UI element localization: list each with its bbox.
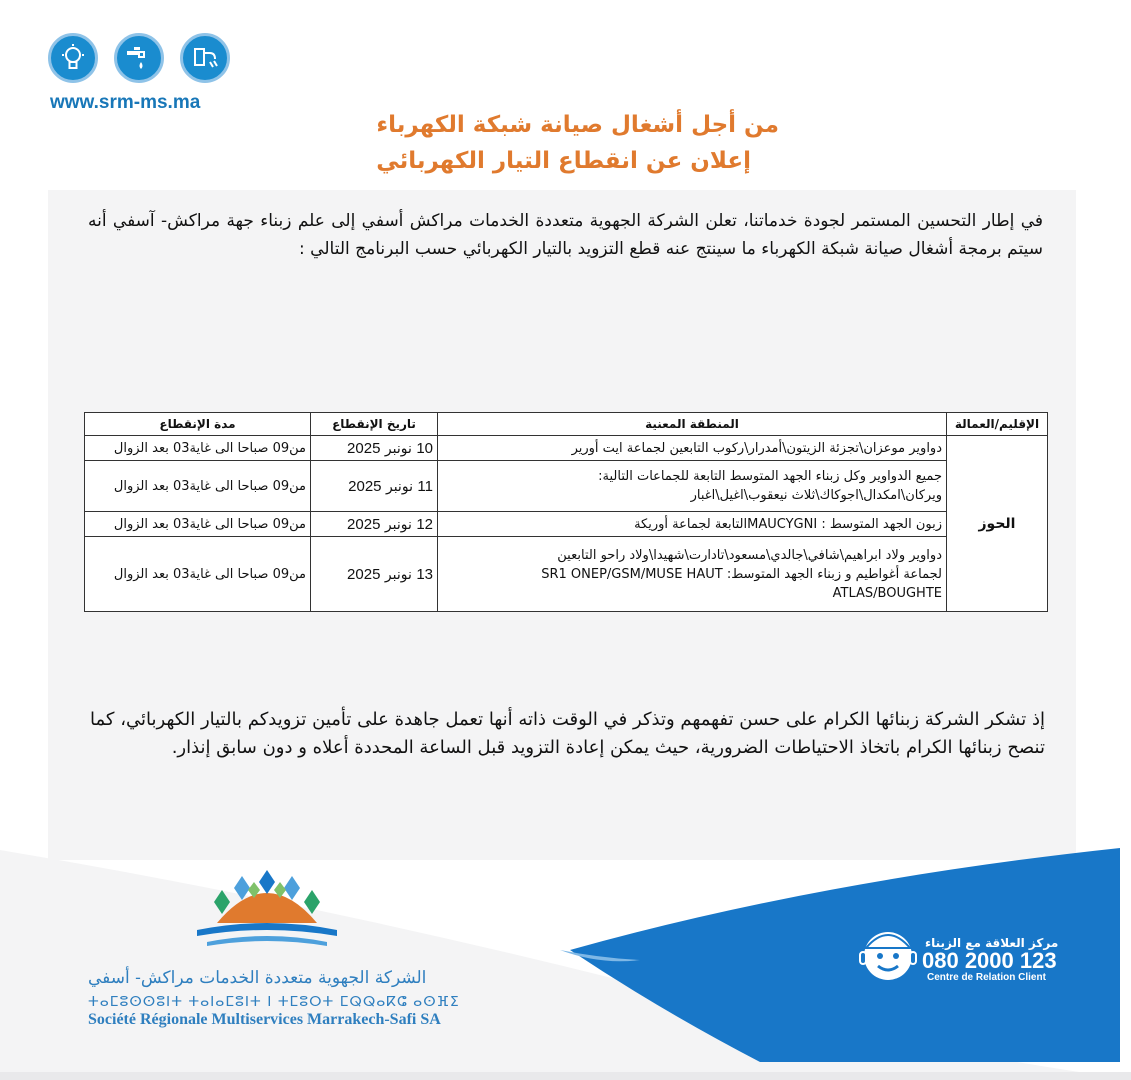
page-subtitle: إعلان عن انقطاع التيار الكهربائي [376, 148, 751, 174]
date-cell: 12 نونبر 2025 [311, 512, 438, 537]
company-name-arabic: الشركة الجهوية متعددة الخدمات مراكش- أسفي [88, 968, 427, 988]
header-date: تاريخ الإنقطاع [311, 413, 438, 436]
duration-cell: من09 صباحا الى غاية03 بعد الزوال [85, 436, 311, 461]
duration-cell: من09 صباحا الى غاية03 بعد الزوال [85, 461, 311, 512]
duration-cell: من09 صباحا الى غاية03 بعد الزوال [85, 512, 311, 537]
outage-schedule-table [84, 412, 1048, 612]
duration-cell: من09 صباحا الى غاية03 بعد الزوال [85, 537, 311, 612]
date-cell: 11 نونبر 2025 [311, 461, 438, 512]
table-row [85, 436, 1048, 461]
table-header-row [85, 413, 1048, 436]
date-cell: 13 نونبر 2025 [311, 537, 438, 612]
table-row [85, 461, 1048, 512]
service-icons [48, 33, 230, 83]
water-tap-icon [114, 33, 164, 83]
zone-line: ATLAS/BOUGHTE [832, 585, 942, 601]
company-name-tifinagh: ⵜⴰⵎⵓⵙⵙⵓⵏⵜ ⵜⴰⵏⴰⵎⵓⵏⵜ ⵏ ⵜⵎⵓⵔⵜ ⵎⵕⵕⴰⴽⵛ ⴰⵙⴼⵉ [88, 994, 460, 1010]
date-cell: 10 نونبر 2025 [311, 436, 438, 461]
company-logo [192, 868, 342, 950]
header-duration: مدة الإنقطاع [85, 413, 311, 436]
website-url[interactable]: www.srm-ms.ma [50, 92, 201, 113]
customer-center-label-arabic: مركز العلاقة مع الزبناء [925, 936, 1059, 950]
zone-cell [438, 537, 947, 612]
lightbulb-icon [48, 33, 98, 83]
table-row [85, 537, 1048, 612]
zone-line: دواوير ولاد ابراهيم\شافي\جالدي\مسعود\تادارت\شهيدا\ولاد راحو التابعين [557, 547, 942, 563]
customer-center-label-french: Centre de Relation Client [927, 972, 1046, 983]
header-region: الإقليم/العمالة [947, 413, 1048, 436]
zone-line: ويركان\امكدال\اجوكاك\ثلاث نيعقوب\اغيل\اغبار [690, 488, 942, 503]
company-name-french: Société Régionale Multiservices Marrakech-Safi SA [88, 1011, 441, 1028]
header-zone: المنطقة المعنية [438, 413, 947, 436]
zone-line: زبون الجهد المتوسط : MAUCYGNIالتابعة لجماعة أوريكة [634, 516, 942, 532]
customer-center-phone[interactable]: 080 2000 123 [922, 948, 1057, 973]
zone-line: دواوير موعزان\تجزئة الزيتون\أمدرار\ركوب التابعين لجماعة ايت أورير [571, 440, 942, 456]
table-row [85, 512, 1048, 537]
zone-line: جميع الدواوير وكل زبناء الجهد المتوسط التابعة للجماعات التالية: [598, 469, 942, 484]
intro-paragraph: في إطار التحسين المستمر لجودة خدماتنا، تعلن الشركة الجهوية متعددة الخدمات مراكش أسفي إلى علم زبناء جهة مراكش- آسفي أنه سيتم برمجة أشغال صيانة شبكة الكهرباء ما سينتج عنه قطع التزويد بالتيار الكهربائي حسب البرنامج التالي : [88, 211, 1043, 259]
sanitation-pipe-icon [180, 33, 230, 83]
zone-line: لجماعة أغواطيم و زبناء الجهد المتوسط: SR1 ONEP/GSM/MUSE HAUT [541, 566, 942, 582]
region-cell: الحوز [947, 436, 1048, 612]
zone-cell [438, 436, 947, 461]
zone-cell [438, 461, 947, 512]
zone-cell [438, 512, 947, 537]
closing-paragraph: إذ تشكر الشركة زبنائها الكرام على حسن تفهمهم وتذكر في الوقت ذاته أنها تعمل جاهدة على تأمين تزويدكم بالتيار الكهربائي، كما تنصح زبنائها الكرام باتخاذ الاحتياطات الضرورية، حيث يمكن إعادة التزويد قبل الساعة المحددة أعلاه و دون سابق إنذار. [90, 709, 1045, 758]
customer-service-mascot-icon [857, 920, 919, 986]
page-title: من أجل أشغال صيانة شبكة الكهرباء [376, 112, 779, 138]
